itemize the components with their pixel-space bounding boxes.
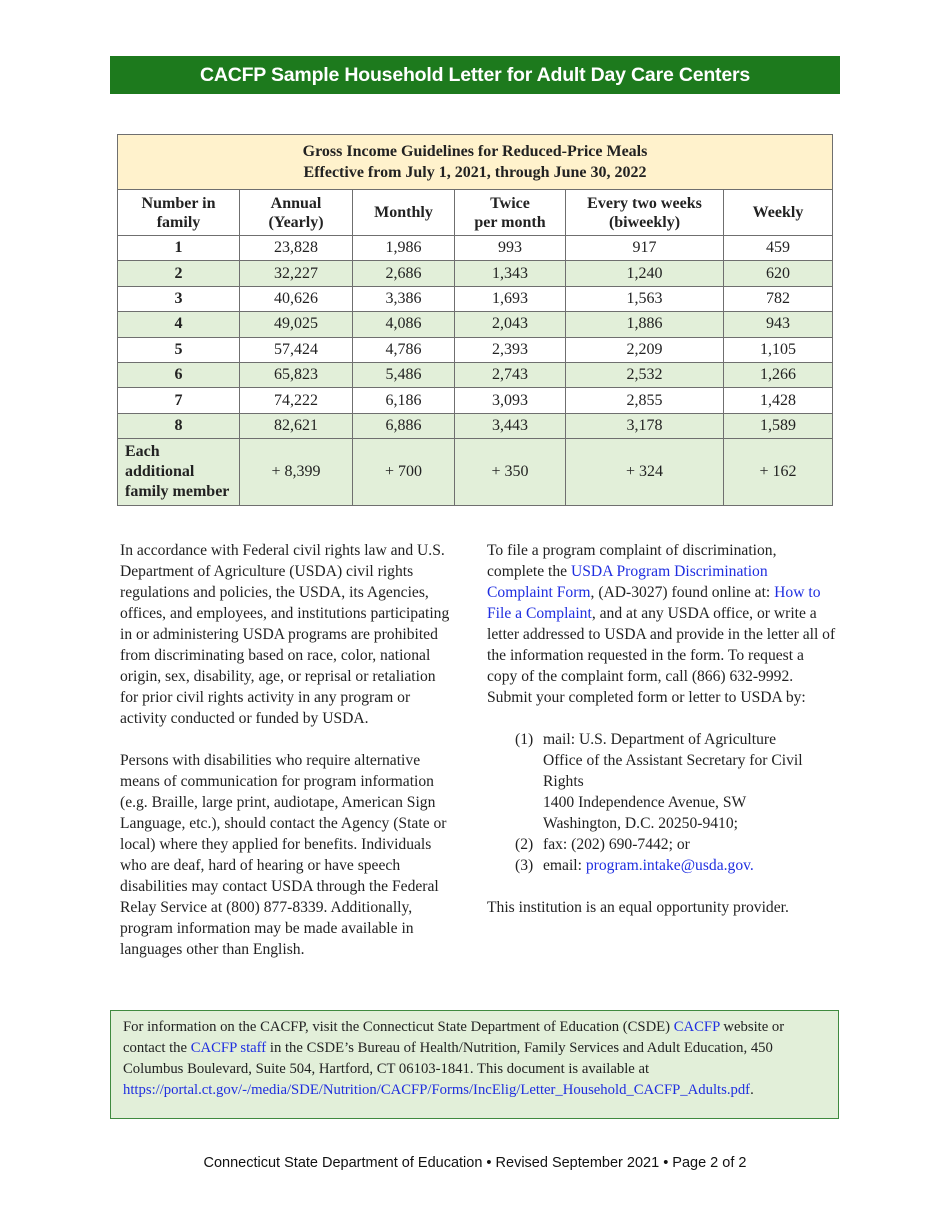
cell-annual: 57,424 [240, 337, 353, 362]
complaint-paragraph: To file a program complaint of discrimination, complete the USDA Program Discrimination Complaint Form, (AD-3027) found online at: How to File a Complaint, and at any USDA office, or write a letter addressed to USDA and provide in the letter all of the information requested in the form. To request a copy of the complaint form, call (866) 632-9992. Submit your completed form or letter to USDA by: [487, 542, 836, 706]
cell-weekly: + 162 [724, 439, 833, 506]
cell-twice: 1,343 [455, 261, 566, 286]
table-row [118, 312, 833, 337]
cell-annual: 40,626 [240, 286, 353, 311]
table-row [118, 261, 833, 286]
cell-weekly: 943 [724, 312, 833, 337]
cell-annual: 32,227 [240, 261, 353, 286]
cell-biweekly: 3,178 [566, 413, 724, 438]
cell-size: 2 [118, 261, 240, 286]
cell-monthly: 4,086 [353, 312, 455, 337]
how-to-file-link[interactable]: How to File a Complaint [487, 584, 821, 622]
table-row [118, 337, 833, 362]
header-family-size: Number in family [118, 190, 240, 236]
income-guidelines-table [117, 134, 833, 506]
complaint-form-link[interactable]: USDA Program Discrimination Complaint Form [487, 563, 768, 601]
document-url-link[interactable]: https://portal.ct.gov/-/media/SDE/Nutrition/CACFP/Forms/IncElig/Letter_Household_CACFP_Adults.pdf [123, 1082, 751, 1098]
cell-biweekly: + 324 [566, 439, 724, 506]
cell-monthly: 6,886 [353, 413, 455, 438]
cell-biweekly: 2,532 [566, 362, 724, 387]
header-twice-per-month: Twice per month [455, 190, 566, 236]
cell-annual: 74,222 [240, 388, 353, 413]
cell-size: 3 [118, 286, 240, 311]
cell-biweekly: 1,563 [566, 286, 724, 311]
cell-weekly: 1,266 [724, 362, 833, 387]
cell-twice: 993 [455, 236, 566, 261]
cell-weekly: 1,105 [724, 337, 833, 362]
cacfp-website-link[interactable]: CACFP [673, 1019, 720, 1035]
cell-annual: + 8,399 [240, 439, 353, 506]
cacfp-staff-link[interactable]: CACFP staff [190, 1040, 267, 1056]
cell-size: 7 [118, 388, 240, 413]
page-footer: Connecticut State Department of Education • Revised September 2021 • Page 2 of 2 [203, 1155, 747, 1171]
cell-size: 4 [118, 312, 240, 337]
table-title: Gross Income Guidelines for Reduced-Price Meals [302, 143, 648, 160]
list-item-email: (3) email: program.intake@usda.gov. [515, 857, 754, 874]
table-header-row [118, 190, 833, 236]
complaint-instructions [487, 540, 837, 939]
submission-methods-list [487, 729, 837, 876]
table-row-additional-member [118, 439, 833, 506]
cell-twice: 3,093 [455, 388, 566, 413]
equal-opportunity-statement: This institution is an equal opportunity provider. [487, 899, 789, 916]
civil-rights-paragraph: In accordance with Federal civil rights law and U.S. Department of Agriculture (USDA) civil rights regulations and policies, the USDA, its Agencies, offices, and employees, and institutions participating in or administering USDA programs are prohibited from discriminating based on race, color, national origin, sex, disability, age, or reprisal or retaliation for prior civil rights activity in any program or activity conducted or funded by USDA. [120, 542, 450, 727]
cell-biweekly: 917 [566, 236, 724, 261]
cell-twice: 2,743 [455, 362, 566, 387]
cell-monthly: 4,786 [353, 337, 455, 362]
cell-annual: 82,621 [240, 413, 353, 438]
cell-biweekly: 2,209 [566, 337, 724, 362]
cell-twice: 2,043 [455, 312, 566, 337]
cell-monthly: 2,686 [353, 261, 455, 286]
cell-annual: 65,823 [240, 362, 353, 387]
cell-annual: 23,828 [240, 236, 353, 261]
table-row [118, 236, 833, 261]
cacfp-info-box: For information on the CACFP, visit the Connecticut State Department of Education (CSDE) CACFP website or contact the CACFP staff in the CSDE’s Bureau of Health/Nutrition, Family Services and Adult Education, 450 Columbus Boulevard, Suite 504, Hartford, CT 06103-1841. This document is available at https://portal.ct.gov/-/media/SDE/Nutrition/CACFP/Forms/IncElig/Letter_Household_CACFP_Adults.pdf. [110, 1010, 839, 1119]
cell-biweekly: 1,886 [566, 312, 724, 337]
header-monthly: Monthly [353, 190, 455, 236]
page-title: CACFP Sample Household Letter for Adult Day Care Centers [110, 56, 840, 94]
table-row [118, 286, 833, 311]
header-biweekly: Every two weeks (biweekly) [566, 190, 724, 236]
list-item-mail: (1) mail: U.S. Department of Agriculture Office of the Assistant Secretary for Civil Rights 1400 Independence Avenue, SW Washington, D.C. 20250-9410; [515, 731, 803, 832]
header-weekly: Weekly [724, 190, 833, 236]
table-caption [118, 135, 833, 190]
cell-size: 1 [118, 236, 240, 261]
table-row [118, 388, 833, 413]
cell-monthly: 6,186 [353, 388, 455, 413]
cell-monthly: 1,986 [353, 236, 455, 261]
cell-twice: 2,393 [455, 337, 566, 362]
cell-weekly: 459 [724, 236, 833, 261]
list-item-fax: (2) fax: (202) 690-7442; or [515, 836, 690, 853]
cell-size: 6 [118, 362, 240, 387]
cell-twice: + 350 [455, 439, 566, 506]
cell-weekly: 782 [724, 286, 833, 311]
cell-biweekly: 2,855 [566, 388, 724, 413]
cell-twice: 3,443 [455, 413, 566, 438]
header-annual: Annual (Yearly) [240, 190, 353, 236]
email-link[interactable]: program.intake@usda.gov. [585, 857, 754, 874]
accessibility-paragraph: Persons with disabilities who require alternative means of communication for program information (e.g. Braille, large print, audiotape, American Sign Language, etc.), should contact the Agency (State or local) where they applied for benefits. Individuals who are deaf, hard of hearing or have speech disabilities may contact USDA through the Federal Relay Service at (800) 877-8339. Additionally, program information may be made available in languages other than English. [120, 752, 447, 958]
cell-biweekly: 1,240 [566, 261, 724, 286]
cell-size: 8 [118, 413, 240, 438]
table-row [118, 362, 833, 387]
cell-monthly: + 700 [353, 439, 455, 506]
cell-weekly: 1,428 [724, 388, 833, 413]
cell-monthly: 5,486 [353, 362, 455, 387]
civil-rights-statement [120, 540, 455, 981]
cell-weekly: 1,589 [724, 413, 833, 438]
cell-weekly: 620 [724, 261, 833, 286]
cell-twice: 1,693 [455, 286, 566, 311]
cell-additional-label: Each additional family member [118, 439, 240, 506]
cell-annual: 49,025 [240, 312, 353, 337]
table-row [118, 413, 833, 438]
cell-monthly: 3,386 [353, 286, 455, 311]
cell-size: 5 [118, 337, 240, 362]
table-subtitle: Effective from July 1, 2021, through June 30, 2022 [303, 164, 647, 181]
